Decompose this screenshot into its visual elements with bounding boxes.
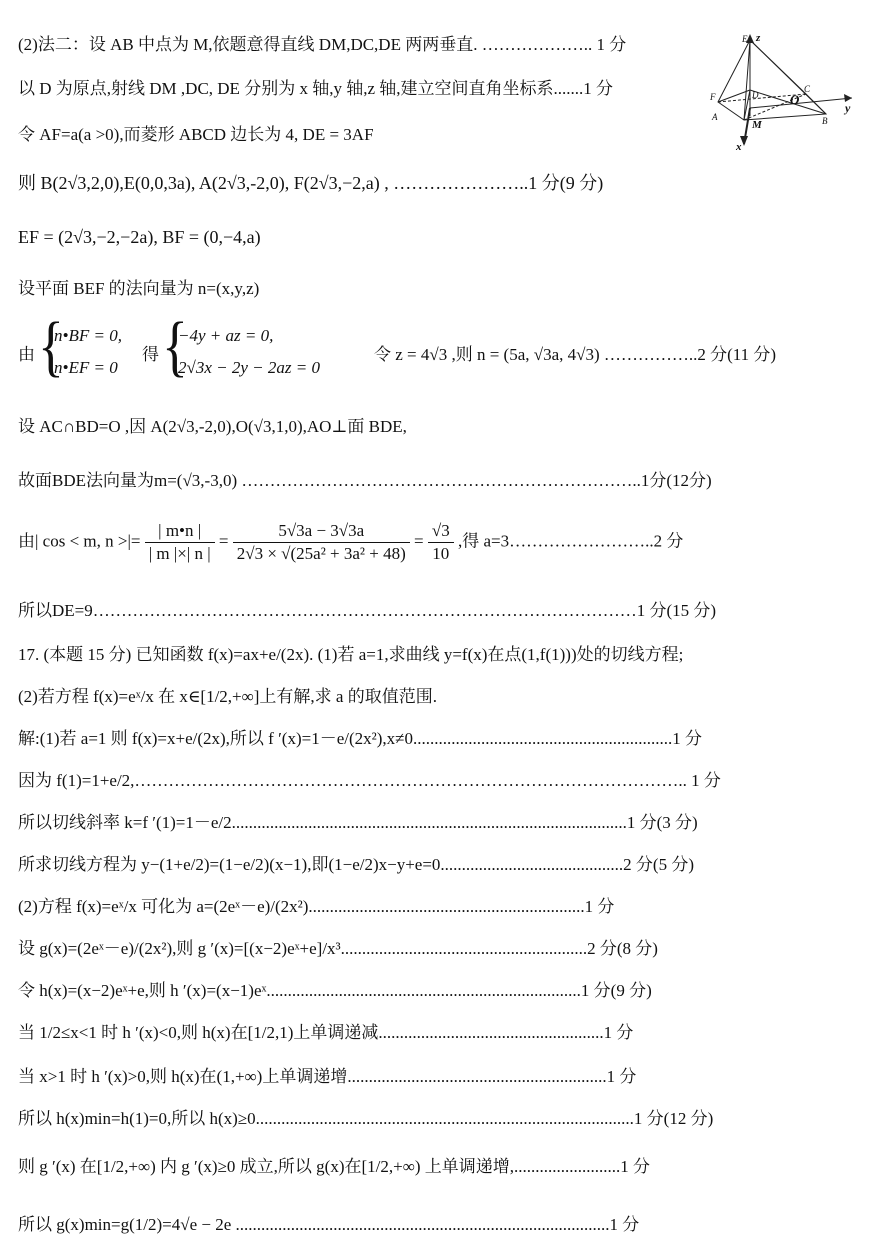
q17-step-2: 因为 f(1)=1+e/2,…………………………………………………………………………………….. 1 分 bbox=[18, 771, 721, 790]
sys-eq-b1: −4y + az = 0, bbox=[178, 326, 274, 345]
brace-left-2: { bbox=[162, 308, 188, 384]
sys-eq-a1: n•BF = 0, bbox=[54, 326, 122, 345]
equation-system bbox=[18, 308, 878, 384]
frac-2-den: 2√3 × √(25a² + 3a² + 48) bbox=[236, 544, 406, 563]
sol2-line-3: 令 AF=a(a >0),而菱形 ABCD 边长为 4, DE = 3AF bbox=[18, 125, 374, 144]
fig-label: C bbox=[804, 84, 811, 94]
cos-equation bbox=[18, 520, 683, 565]
sol2-normal-intro: 设平面 BEF 的法向量为 n=(x,y,z) bbox=[18, 279, 260, 298]
fig-label: O bbox=[790, 92, 800, 107]
fig-label: M bbox=[752, 119, 762, 131]
fig-label: E bbox=[742, 34, 748, 44]
sol2-line-1: (2)法二：设 AB 中点为 M,依题意得直线 DM,DC,DE 两两垂直. ……………….. 1 分 bbox=[18, 35, 627, 54]
sol2-vectors: EF = (2√3,−2,−2a), BF = (0,−4,a) bbox=[18, 227, 261, 247]
q17-step-4: 所求切线方程为 y−(1+e/2)=(1−e/2)(x−1),即(1−e/2)x−y+e=0...........................................2 分(5 分) bbox=[18, 855, 694, 874]
fig-label: B bbox=[822, 116, 828, 126]
cos-eq-1: = bbox=[218, 531, 229, 551]
sys-mid: 得 bbox=[142, 345, 159, 364]
frac-3 bbox=[428, 520, 454, 565]
sol2-line-2: 以 D 为原点,射线 DM ,DC, DE 分别为 x 轴,y 轴,z 轴,建立空间直角坐标系.......1 分 bbox=[18, 79, 613, 98]
brace-left-1: { bbox=[38, 308, 64, 384]
frac-2-num: 5√3a − 3√3a bbox=[233, 520, 410, 543]
q17-step-5: (2)方程 f(x)=eˣ/x 可化为 a=(2eˣ－e)/(2x²).................................................................1 分 bbox=[18, 897, 615, 916]
q17-step-3: 所以切线斜率 k=f ′(1)=1－e/2.............................................................................................1 分(3 分) bbox=[18, 813, 698, 832]
fig-label: x bbox=[736, 141, 742, 150]
q17-stem-1: 17. (本题 15 分) 已知函数 f(x)=ax+e/(2x). (1)若 a=1,求曲线 y=f(x)在点(1,f(1)))处的切线方程; bbox=[18, 645, 684, 664]
sys-post: 令 z = 4√3 ,则 n = (5a, √3a, 4√3) ……………..2 分(11 分) bbox=[374, 345, 777, 364]
q17-step-6: 设 g(x)=(2eˣ－e)/(2x²),则 g ′(x)=[(x−2)eˣ+e]/x³..........................................................2 分(8 分) bbox=[18, 939, 658, 958]
fig-label: z bbox=[756, 32, 761, 44]
frac-2 bbox=[233, 520, 410, 565]
q17-stem-2: (2)若方程 f(x)=eˣ/x 在 x∈[1/2,+∞]上有解,求 a 的取值范围. bbox=[18, 687, 437, 706]
frac-3-den: 10 bbox=[432, 544, 450, 563]
fig-label: y bbox=[845, 101, 851, 115]
q17-step-11: 则 g ′(x) 在[1/2,+∞) 内 g ′(x)≥0 成立,所以 g(x)在[1/2,+∞) 上单调递增,.........................1 分 bbox=[18, 1157, 650, 1176]
sys-eq-a2: n•EF = 0 bbox=[54, 358, 118, 377]
sol2-line-11: 所以DE=9……………………………………………………………………………………1 分(15 分) bbox=[18, 601, 717, 620]
q17-step-10: 所以 h(x)min=h(1)=0,所以 h(x)≥0.........................................................................................1 分(12 分) bbox=[18, 1109, 714, 1128]
fig-label: A bbox=[712, 112, 718, 122]
fig-label: F bbox=[710, 92, 716, 102]
frac-1 bbox=[145, 520, 215, 565]
frac-3-num: √3 bbox=[428, 520, 454, 543]
q17-step-9: 当 x>1 时 h ′(x)>0,则 h(x)在(1,+∞)上单调递增.............................................................1 分 bbox=[18, 1067, 637, 1086]
sol2-line-9: 故面BDE法向量为m=(√3,-3,0) ……………………………………………………………..1分(12分) bbox=[18, 471, 712, 490]
frac-1-den: | m |×| n | bbox=[148, 544, 211, 563]
q17-step-12: 所以 g(x)min=g(1/2)=4√e − 2e ........................................................................................1 分 bbox=[18, 1215, 640, 1234]
sys-pre: 由 bbox=[18, 345, 35, 364]
q17-step-7: 令 h(x)=(x−2)eˣ+e,则 h ′(x)=(x−1)eˣ..........................................................................1 分(9 分) bbox=[18, 981, 652, 1000]
frac-1-num: | m•n | bbox=[145, 520, 215, 543]
cos-pre: 由| cos < m, n >|= bbox=[18, 531, 141, 551]
q17-step-8: 当 1/2≤x<1 时 h ′(x)<0,则 h(x)在[1/2,1)上单调递减.....................................................1 分 bbox=[18, 1023, 634, 1042]
fig-label: D bbox=[752, 90, 759, 100]
sys-eq-b2: 2√3x − 2y − 2az = 0 bbox=[178, 358, 320, 377]
q17-step-1: 解:(1)若 a=1 则 f(x)=x+e/(2x),所以 f ′(x)=1－e/(2x²),x≠0.............................................................1 分 bbox=[18, 729, 702, 748]
sol2-line-4: 则 B(2√3,2,0),E(0,0,3a), A(2√3,-2,0), F(2√3,−2,a) , …………………..1 分(9 分) bbox=[18, 173, 604, 193]
coordinate-figure bbox=[706, 32, 856, 150]
cos-eq-2: = bbox=[414, 531, 424, 551]
sol2-line-8: 设 AC∩BD=O ,因 A(2√3,-2,0),O(√3,1,0),AO⊥面 BDE, bbox=[18, 417, 407, 436]
cos-post: ,得 a=3……………………..2 分 bbox=[457, 531, 684, 551]
